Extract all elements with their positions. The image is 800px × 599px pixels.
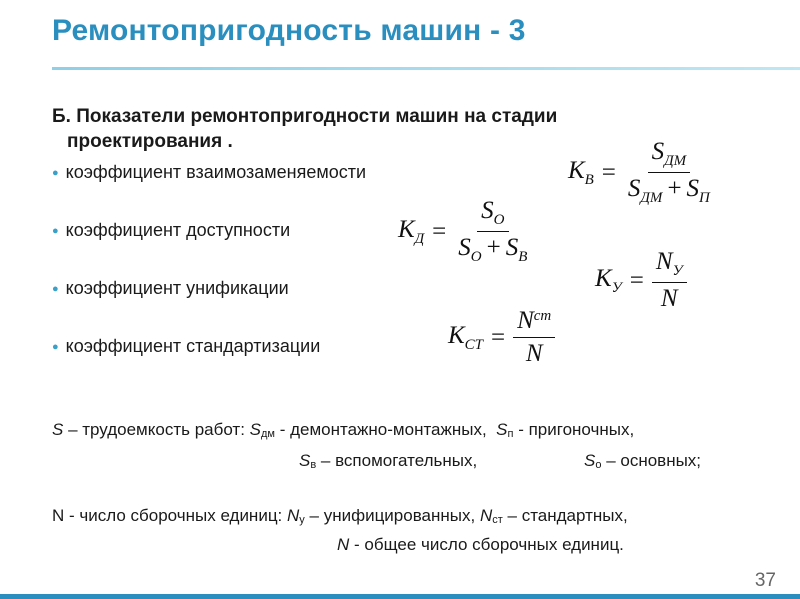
bullet-dot-icon: ● (52, 167, 59, 179)
page-number: 37 (754, 570, 776, 591)
legend-s-line2-aux: Sв – вспомогательных, (299, 451, 478, 471)
legend-s-line1: S – трудоемкость работ: Sдм - демонтажно-монтажных, Sп - пригоночных, (52, 420, 635, 440)
formula-interchangeability: $К_В$ = $\frac{S_{ДМ}}{S_{ДМ} + S_П}$ (568, 138, 710, 206)
bullet-interchangeability: ● коэффициент взаимозаменяемости (52, 162, 367, 182)
section-heading-line1: Б. Показатели ремонтопригодности машин на стадии (52, 106, 558, 127)
bullet-unification: ● коэффициент унификации (52, 278, 289, 298)
formula-unification: $К_У$ = $\frac{N_У}{N}$ (595, 248, 687, 313)
legend-s-line2-main: Sо – основных; (584, 451, 702, 471)
formula-accessibility: $К_Д$ = $\frac{S_О}{S_О + S_В}$ (398, 197, 528, 265)
bullet-accessibility: ● коэффициент доступности (52, 220, 291, 240)
slide-title: Ремонтопригодность машин - 3 (52, 14, 526, 47)
legend-n-line2: N - общее число сборочных единиц. (337, 535, 624, 554)
bottom-accent-bar (0, 594, 800, 599)
bullet-dot-icon: ● (52, 341, 59, 353)
bullet-dot-icon: ● (52, 283, 59, 295)
bullet-dot-icon: ● (52, 225, 59, 237)
bullet-standardization: ● коэффициент стандартизации (52, 336, 321, 356)
section-heading-line2: проектирования . (67, 131, 233, 152)
formula-standardization: $К_{СТ}$ = $\frac{N^{ст}}{N}$ (448, 307, 555, 368)
legend-n-line1: N - число сборочных единиц: Nу – унифицированных, Nст – стандартных, (52, 506, 628, 526)
title-divider (52, 67, 800, 70)
